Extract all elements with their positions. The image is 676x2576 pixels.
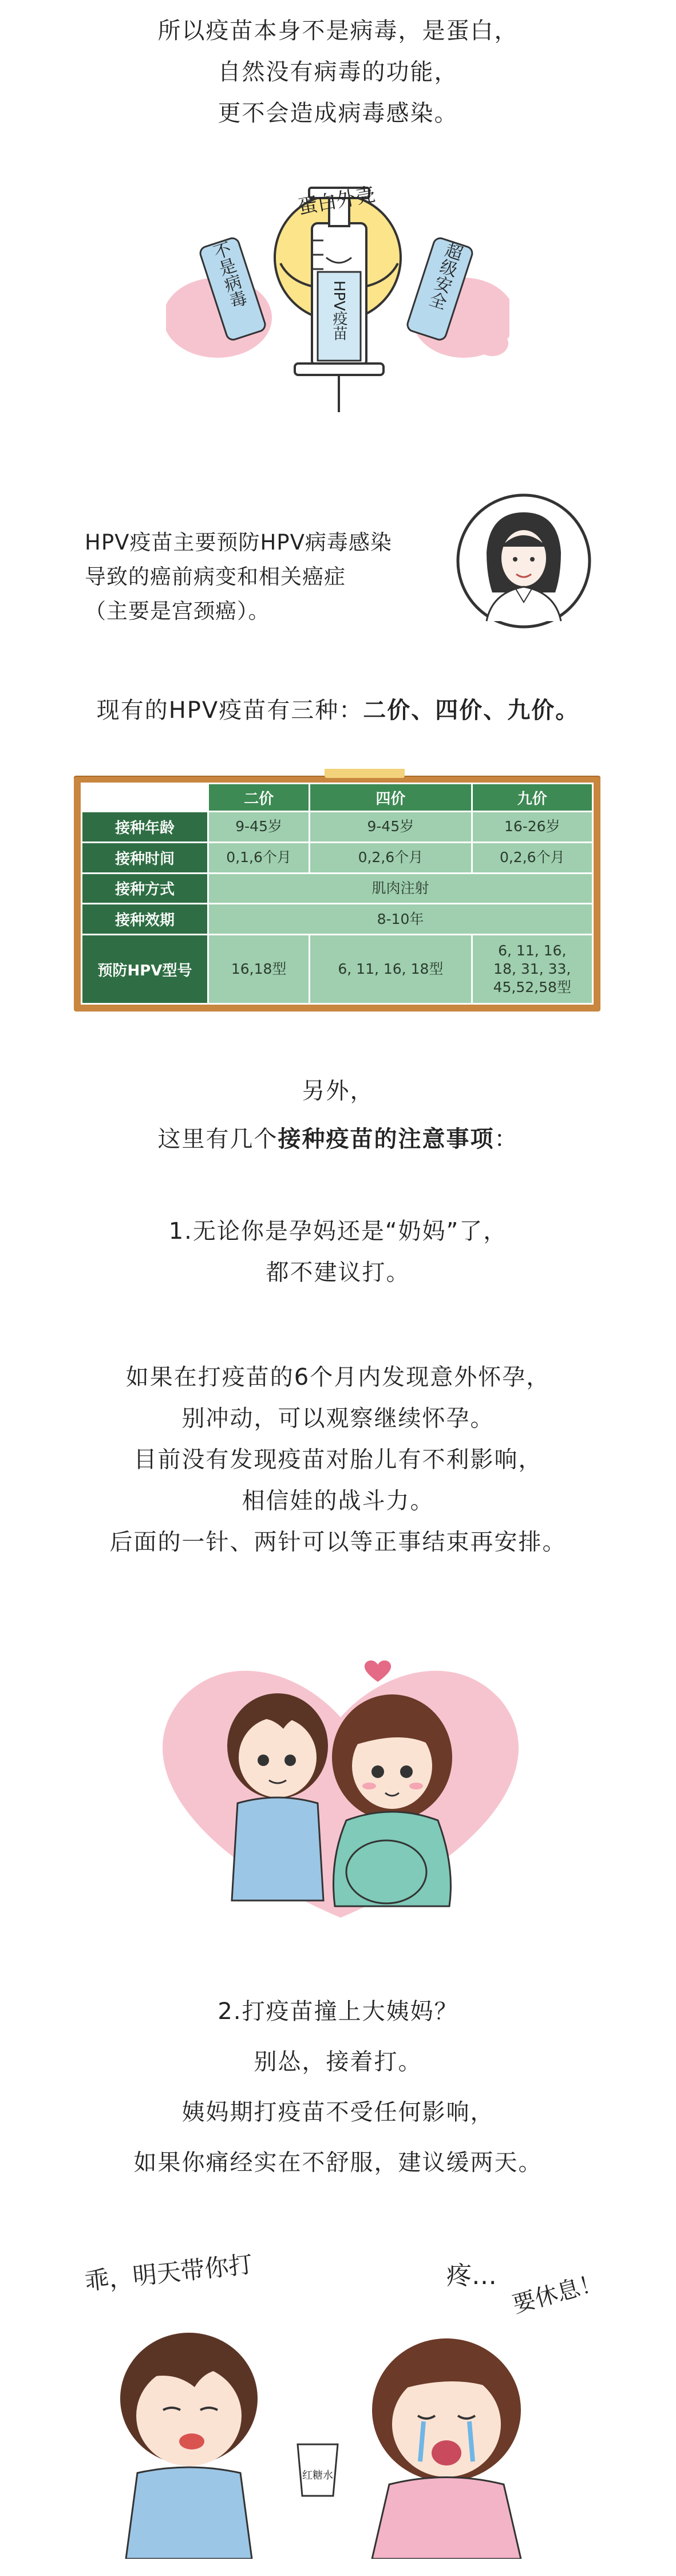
doctor-note-line: 导致的癌前病变和相关癌症 — [85, 564, 346, 589]
point1-body-line: 如果在打疫苗的6个月内发现意外怀孕， — [125, 1364, 551, 1390]
doctor-note — [85, 526, 462, 629]
cell-age-quadrivalent: 9-45岁 — [310, 812, 471, 841]
intro-paragraph — [0, 10, 676, 134]
doctor-note-line: HPV疫苗主要预防HPV病毒感染 — [85, 530, 392, 555]
row-label-types: 预防HPV型号 — [82, 935, 207, 1003]
cell-efficacy: 8-10年 — [209, 904, 592, 934]
header-bivalent: 二价 — [209, 784, 309, 811]
cell-types-bivalent: 16,18型 — [209, 935, 309, 1003]
point1-body-line: 别冲动，可以观察继续怀孕。 — [181, 1405, 495, 1432]
intro-line: 所以疫苗本身不是病毒，是蛋白， — [157, 18, 519, 44]
syringe-label-left: 不是病毒 — [208, 239, 249, 311]
doctor-avatar — [452, 489, 595, 633]
cell-method: 肌肉注射 — [209, 874, 592, 903]
point2-line: 姨妈期打疫苗不受任何影响， — [181, 2099, 495, 2125]
cell-types-nonavalent-line: 18, 31, 33, — [493, 961, 571, 977]
row-label-age: 接种年龄 — [82, 812, 207, 841]
hpv-comparison-table — [74, 776, 600, 1012]
cell-types-quadrivalent: 6, 11, 16, 18型 — [310, 935, 471, 1003]
cell-age-bivalent: 9-45岁 — [209, 812, 309, 841]
cell-schedule-nonavalent: 0,2,6个月 — [473, 843, 592, 872]
cell-schedule-quadrivalent: 0,2,6个月 — [310, 843, 471, 872]
speech-right-2: 要休息！ — [509, 2269, 606, 2318]
point1-body-line: 后面的一针、两针可以等正事结束再安排。 — [109, 1529, 567, 1555]
point2-line: 如果你痛经实在不舒服，建议缓两天。 — [133, 2150, 543, 2176]
point1-body-line: 相信娃的战斗力。 — [242, 1488, 434, 1514]
doctor-note-line: （主要是宫颈癌）。 — [85, 599, 270, 623]
cell-schedule-bivalent: 0,1,6个月 — [209, 843, 309, 872]
point1-title — [0, 1211, 676, 1293]
point1-title-line: 1.无论你是孕妈还是“奶妈”了， — [168, 1218, 508, 1244]
notes-intro — [0, 1070, 676, 1160]
couple-comfort-illustration — [46, 2227, 630, 2559]
point1-title-line: 都不建议打。 — [266, 1259, 410, 1286]
speech-left: 乖，明天带你打 — [83, 2250, 254, 2296]
vaccine-types-heading — [0, 690, 676, 731]
cell-types-nonavalent-line: 45,52,58型 — [493, 979, 571, 995]
syringe-label-right: 超级安全 — [424, 239, 465, 311]
vaccine-types-prefix: 现有的HPV疫苗有三种： — [96, 697, 363, 724]
syringe-label-top: 蛋白外壳 — [296, 183, 377, 219]
point2 — [0, 1986, 676, 2188]
row-label-efficacy: 接种效期 — [82, 904, 207, 934]
cell-types-nonavalent — [473, 935, 592, 1003]
intro-line: 更不会造成病毒感染。 — [218, 100, 458, 127]
header-quadrivalent: 四价 — [310, 784, 471, 811]
notes-intro-bold: 接种疫苗的注意事项 — [278, 1126, 495, 1152]
point2-line: 别怂，接着打。 — [254, 2049, 422, 2075]
row-label-schedule: 接种时间 — [82, 843, 207, 872]
point1-body-line: 目前没有发现疫苗对胎儿有不利影响， — [133, 1447, 543, 1473]
point2-line: 2.打疫苗撞上大姨妈？ — [218, 1998, 458, 2025]
board-clip — [325, 769, 405, 778]
notes-intro-suffix: ： — [494, 1126, 519, 1152]
speech-right-1: 疼… — [446, 2261, 497, 2290]
cup-label: 红糖水 — [302, 2470, 333, 2482]
cell-age-nonavalent: 16-26岁 — [473, 812, 592, 841]
intro-line: 自然没有病毒的功能， — [218, 59, 458, 85]
notes-intro-prefix: 这里有几个 — [157, 1126, 278, 1152]
syringe-label-barrel: HPV疫苗 — [330, 280, 347, 341]
header-nonavalent: 九价 — [473, 784, 592, 811]
notes-intro-line: 另外， — [302, 1078, 374, 1104]
cell-types-nonavalent-line: 6, 11, 16, — [498, 942, 567, 959]
pregnant-couple-illustration — [140, 1649, 541, 1929]
vaccine-types-highlight: 二价、四价、九价。 — [363, 697, 580, 724]
syringe-illustration — [166, 172, 509, 429]
row-label-method: 接种方式 — [82, 874, 207, 903]
point1-body — [0, 1357, 676, 1563]
